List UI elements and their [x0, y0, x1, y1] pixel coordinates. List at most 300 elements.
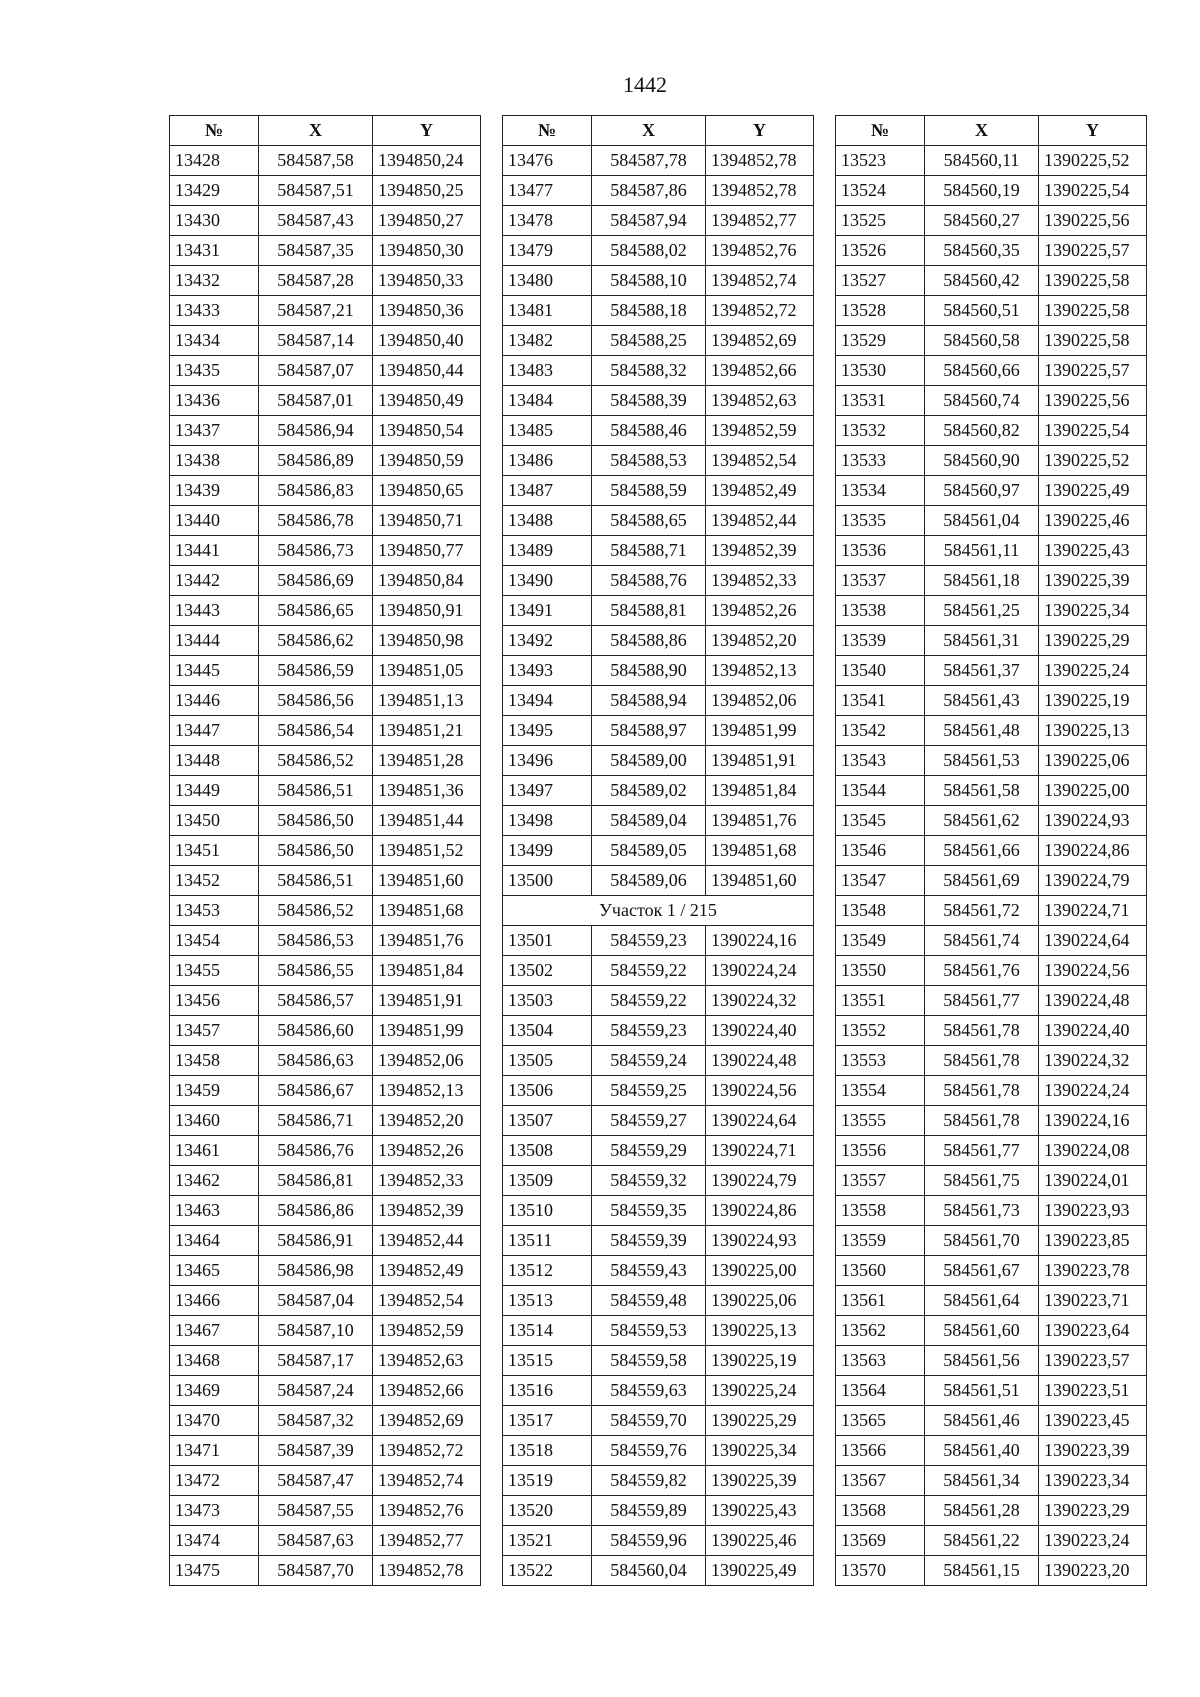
point-number-cell: 13489 [503, 536, 592, 566]
x-coordinate-cell: 584559,23 [592, 926, 706, 956]
point-number-cell: 13525 [836, 206, 925, 236]
point-number-cell: 13471 [170, 1436, 259, 1466]
table-row [170, 866, 481, 896]
x-coordinate-cell: 584561,46 [925, 1406, 1039, 1436]
header-number: № [170, 116, 259, 146]
table-row [836, 416, 1147, 446]
y-coordinate-cell: 1394850,24 [373, 146, 481, 176]
y-coordinate-cell: 1394850,77 [373, 536, 481, 566]
y-coordinate-cell: 1390223,85 [1039, 1226, 1147, 1256]
y-coordinate-cell: 1394850,54 [373, 416, 481, 446]
point-number-cell: 13547 [836, 866, 925, 896]
table-row [503, 236, 814, 266]
x-coordinate-cell: 584586,89 [259, 446, 373, 476]
y-coordinate-cell: 1394852,63 [706, 386, 814, 416]
y-coordinate-cell: 1394852,59 [373, 1316, 481, 1346]
y-coordinate-cell: 1390225,13 [706, 1316, 814, 1346]
table-row [836, 206, 1147, 236]
point-number-cell: 13499 [503, 836, 592, 866]
point-number-cell: 13531 [836, 386, 925, 416]
point-number-cell: 13450 [170, 806, 259, 836]
y-coordinate-cell: 1394850,40 [373, 326, 481, 356]
x-coordinate-cell: 584586,50 [259, 836, 373, 866]
table-row [503, 1346, 814, 1376]
table-row [170, 386, 481, 416]
header-number: № [836, 116, 925, 146]
point-number-cell: 13522 [503, 1556, 592, 1586]
x-coordinate-cell: 584588,97 [592, 716, 706, 746]
x-coordinate-cell: 584561,69 [925, 866, 1039, 896]
x-coordinate-cell: 584561,74 [925, 926, 1039, 956]
point-number-cell: 13564 [836, 1376, 925, 1406]
table-row [836, 506, 1147, 536]
point-number-cell: 13537 [836, 566, 925, 596]
x-coordinate-cell: 584561,76 [925, 956, 1039, 986]
x-coordinate-cell: 584587,01 [259, 386, 373, 416]
table-row [170, 1196, 481, 1226]
y-coordinate-cell: 1394851,60 [373, 866, 481, 896]
point-number-cell: 13444 [170, 626, 259, 656]
y-coordinate-cell: 1394852,76 [373, 1496, 481, 1526]
x-coordinate-cell: 584587,28 [259, 266, 373, 296]
x-coordinate-cell: 584561,48 [925, 716, 1039, 746]
y-coordinate-cell: 1394851,36 [373, 776, 481, 806]
point-number-cell: 13515 [503, 1346, 592, 1376]
table-row [503, 1436, 814, 1466]
y-coordinate-cell: 1390223,64 [1039, 1316, 1147, 1346]
table-row [503, 596, 814, 626]
y-coordinate-cell: 1390223,24 [1039, 1526, 1147, 1556]
x-coordinate-cell: 584561,72 [925, 896, 1039, 926]
header-number: № [503, 116, 592, 146]
point-number-cell: 13514 [503, 1316, 592, 1346]
point-number-cell: 13454 [170, 926, 259, 956]
point-number-cell: 13507 [503, 1106, 592, 1136]
point-number-cell: 13566 [836, 1436, 925, 1466]
y-coordinate-cell: 1390225,57 [1039, 356, 1147, 386]
x-coordinate-cell: 584589,06 [592, 866, 706, 896]
y-coordinate-cell: 1394851,84 [706, 776, 814, 806]
y-coordinate-cell: 1390225,24 [706, 1376, 814, 1406]
table-row [836, 1046, 1147, 1076]
y-coordinate-cell: 1390225,58 [1039, 266, 1147, 296]
y-coordinate-cell: 1394850,44 [373, 356, 481, 386]
x-coordinate-cell: 584587,70 [259, 1556, 373, 1586]
point-number-cell: 13519 [503, 1466, 592, 1496]
x-coordinate-cell: 584559,89 [592, 1496, 706, 1526]
y-coordinate-cell: 1394851,21 [373, 716, 481, 746]
point-number-cell: 13521 [503, 1526, 592, 1556]
point-number-cell: 13500 [503, 866, 592, 896]
y-coordinate-cell: 1390225,58 [1039, 296, 1147, 326]
point-number-cell: 13431 [170, 236, 259, 266]
x-coordinate-cell: 584559,53 [592, 1316, 706, 1346]
y-coordinate-cell: 1390225,19 [1039, 686, 1147, 716]
point-number-cell: 13503 [503, 986, 592, 1016]
x-coordinate-cell: 584586,52 [259, 746, 373, 776]
point-number-cell: 13448 [170, 746, 259, 776]
table-row [503, 1076, 814, 1106]
table-row [170, 956, 481, 986]
point-number-cell: 13513 [503, 1286, 592, 1316]
point-number-cell: 13541 [836, 686, 925, 716]
table-row [170, 1556, 481, 1586]
x-coordinate-cell: 584586,52 [259, 896, 373, 926]
x-coordinate-cell: 584587,86 [592, 176, 706, 206]
y-coordinate-cell: 1394850,84 [373, 566, 481, 596]
y-coordinate-cell: 1394851,91 [706, 746, 814, 776]
point-number-cell: 13553 [836, 1046, 925, 1076]
table-row [170, 1376, 481, 1406]
table-row [503, 836, 814, 866]
table-row [503, 566, 814, 596]
x-coordinate-cell: 584561,70 [925, 1226, 1039, 1256]
y-coordinate-cell: 1390223,29 [1039, 1496, 1147, 1526]
point-number-cell: 13560 [836, 1256, 925, 1286]
point-number-cell: 13527 [836, 266, 925, 296]
y-coordinate-cell: 1394851,44 [373, 806, 481, 836]
y-coordinate-cell: 1394852,06 [706, 686, 814, 716]
y-coordinate-cell: 1390225,00 [1039, 776, 1147, 806]
table-row [170, 716, 481, 746]
y-coordinate-cell: 1390224,64 [1039, 926, 1147, 956]
x-coordinate-cell: 584589,05 [592, 836, 706, 866]
point-number-cell: 13538 [836, 596, 925, 626]
y-coordinate-cell: 1390225,29 [1039, 626, 1147, 656]
x-coordinate-cell: 584560,19 [925, 176, 1039, 206]
table-header-row [836, 116, 1147, 146]
x-coordinate-cell: 584561,66 [925, 836, 1039, 866]
table-row [503, 536, 814, 566]
y-coordinate-cell: 1394852,77 [373, 1526, 481, 1556]
y-coordinate-cell: 1394850,30 [373, 236, 481, 266]
point-number-cell: 13526 [836, 236, 925, 266]
x-coordinate-cell: 584589,00 [592, 746, 706, 776]
x-coordinate-cell: 584586,67 [259, 1076, 373, 1106]
table-row [170, 656, 481, 686]
x-coordinate-cell: 584561,53 [925, 746, 1039, 776]
point-number-cell: 13545 [836, 806, 925, 836]
point-number-cell: 13459 [170, 1076, 259, 1106]
table-row [503, 1316, 814, 1346]
x-coordinate-cell: 584561,25 [925, 596, 1039, 626]
y-coordinate-cell: 1390225,34 [1039, 596, 1147, 626]
point-number-cell: 13517 [503, 1406, 592, 1436]
y-coordinate-cell: 1394850,91 [373, 596, 481, 626]
y-coordinate-cell: 1390224,08 [1039, 1136, 1147, 1166]
x-coordinate-cell: 584561,22 [925, 1526, 1039, 1556]
y-coordinate-cell: 1394852,72 [373, 1436, 481, 1466]
table-row [503, 986, 814, 1016]
y-coordinate-cell: 1390225,54 [1039, 176, 1147, 206]
point-number-cell: 13438 [170, 446, 259, 476]
table-row [836, 386, 1147, 416]
point-number-cell: 13467 [170, 1316, 259, 1346]
table-row [170, 596, 481, 626]
table-row [836, 1496, 1147, 1526]
x-coordinate-cell: 584588,39 [592, 386, 706, 416]
point-number-cell: 13540 [836, 656, 925, 686]
table-row [836, 656, 1147, 686]
table-row [836, 1076, 1147, 1106]
x-coordinate-cell: 584559,70 [592, 1406, 706, 1436]
x-coordinate-cell: 584587,35 [259, 236, 373, 266]
y-coordinate-cell: 1394850,71 [373, 506, 481, 536]
coordinates-table-2 [502, 115, 814, 1586]
point-number-cell: 13505 [503, 1046, 592, 1076]
x-coordinate-cell: 584587,14 [259, 326, 373, 356]
point-number-cell: 13532 [836, 416, 925, 446]
x-coordinate-cell: 584588,10 [592, 266, 706, 296]
table-row [503, 1526, 814, 1556]
table-row [836, 986, 1147, 1016]
x-coordinate-cell: 584589,02 [592, 776, 706, 806]
y-coordinate-cell: 1394852,72 [706, 296, 814, 326]
table-row [170, 416, 481, 446]
x-coordinate-cell: 584561,34 [925, 1466, 1039, 1496]
y-coordinate-cell: 1394852,66 [706, 356, 814, 386]
y-coordinate-cell: 1394852,26 [706, 596, 814, 626]
point-number-cell: 13430 [170, 206, 259, 236]
point-number-cell: 13428 [170, 146, 259, 176]
x-coordinate-cell: 584559,39 [592, 1226, 706, 1256]
x-coordinate-cell: 584561,64 [925, 1286, 1039, 1316]
y-coordinate-cell: 1394852,69 [373, 1406, 481, 1436]
x-coordinate-cell: 584561,60 [925, 1316, 1039, 1346]
table-row [170, 1466, 481, 1496]
x-coordinate-cell: 584587,17 [259, 1346, 373, 1376]
point-number-cell: 13497 [503, 776, 592, 806]
point-number-cell: 13445 [170, 656, 259, 686]
y-coordinate-cell: 1390224,01 [1039, 1166, 1147, 1196]
x-coordinate-cell: 584586,94 [259, 416, 373, 446]
x-coordinate-cell: 584586,76 [259, 1136, 373, 1166]
point-number-cell: 13485 [503, 416, 592, 446]
header-x: X [925, 116, 1039, 146]
point-number-cell: 13464 [170, 1226, 259, 1256]
y-coordinate-cell: 1390224,40 [706, 1016, 814, 1046]
table-row [836, 296, 1147, 326]
x-coordinate-cell: 584587,51 [259, 176, 373, 206]
point-number-cell: 13494 [503, 686, 592, 716]
table-row [503, 1376, 814, 1406]
x-coordinate-cell: 584586,54 [259, 716, 373, 746]
x-coordinate-cell: 584561,78 [925, 1076, 1039, 1106]
y-coordinate-cell: 1390225,57 [1039, 236, 1147, 266]
y-coordinate-cell: 1390225,49 [1039, 476, 1147, 506]
table-row [170, 1226, 481, 1256]
table-row [836, 746, 1147, 776]
point-number-cell: 13534 [836, 476, 925, 506]
x-coordinate-cell: 584586,69 [259, 566, 373, 596]
point-number-cell: 13567 [836, 1466, 925, 1496]
point-number-cell: 13484 [503, 386, 592, 416]
point-number-cell: 13523 [836, 146, 925, 176]
table-row [170, 1166, 481, 1196]
table-row [836, 446, 1147, 476]
y-coordinate-cell: 1390225,24 [1039, 656, 1147, 686]
y-coordinate-cell: 1394851,76 [706, 806, 814, 836]
x-coordinate-cell: 584561,78 [925, 1106, 1039, 1136]
table-row [170, 266, 481, 296]
table-row [503, 386, 814, 416]
table-row [170, 626, 481, 656]
y-coordinate-cell: 1390224,16 [1039, 1106, 1147, 1136]
table-row [503, 686, 814, 716]
y-coordinate-cell: 1390224,24 [1039, 1076, 1147, 1106]
table-row [503, 926, 814, 956]
point-number-cell: 13544 [836, 776, 925, 806]
y-coordinate-cell: 1394852,39 [373, 1196, 481, 1226]
table-row [170, 356, 481, 386]
point-number-cell: 13487 [503, 476, 592, 506]
x-coordinate-cell: 584561,75 [925, 1166, 1039, 1196]
table-row [836, 596, 1147, 626]
x-coordinate-cell: 584589,04 [592, 806, 706, 836]
x-coordinate-cell: 584588,32 [592, 356, 706, 386]
y-coordinate-cell: 1390224,48 [1039, 986, 1147, 1016]
x-coordinate-cell: 584560,90 [925, 446, 1039, 476]
point-number-cell: 13446 [170, 686, 259, 716]
table-row [170, 1046, 481, 1076]
y-coordinate-cell: 1394852,76 [706, 236, 814, 266]
y-coordinate-cell: 1394852,26 [373, 1136, 481, 1166]
x-coordinate-cell: 584588,76 [592, 566, 706, 596]
x-coordinate-cell: 584588,90 [592, 656, 706, 686]
x-coordinate-cell: 584560,42 [925, 266, 1039, 296]
y-coordinate-cell: 1394852,13 [706, 656, 814, 686]
table-row [170, 1256, 481, 1286]
section-label: Участок 1 / 215 [503, 896, 814, 926]
point-number-cell: 13457 [170, 1016, 259, 1046]
y-coordinate-cell: 1390225,43 [1039, 536, 1147, 566]
x-coordinate-cell: 584559,27 [592, 1106, 706, 1136]
point-number-cell: 13492 [503, 626, 592, 656]
y-coordinate-cell: 1390223,45 [1039, 1406, 1147, 1436]
y-coordinate-cell: 1394852,06 [373, 1046, 481, 1076]
x-coordinate-cell: 584559,58 [592, 1346, 706, 1376]
point-number-cell: 13478 [503, 206, 592, 236]
point-number-cell: 13565 [836, 1406, 925, 1436]
header-x: X [592, 116, 706, 146]
y-coordinate-cell: 1394852,20 [373, 1106, 481, 1136]
y-coordinate-cell: 1394852,44 [373, 1226, 481, 1256]
y-coordinate-cell: 1390225,43 [706, 1496, 814, 1526]
y-coordinate-cell: 1394852,13 [373, 1076, 481, 1106]
point-number-cell: 13518 [503, 1436, 592, 1466]
table-row [836, 1466, 1147, 1496]
x-coordinate-cell: 584588,02 [592, 236, 706, 266]
point-number-cell: 13473 [170, 1496, 259, 1526]
point-number-cell: 13562 [836, 1316, 925, 1346]
x-coordinate-cell: 584587,39 [259, 1436, 373, 1466]
x-coordinate-cell: 584587,58 [259, 146, 373, 176]
header-y: Y [706, 116, 814, 146]
point-number-cell: 13561 [836, 1286, 925, 1316]
y-coordinate-cell: 1394852,74 [373, 1466, 481, 1496]
table-row [170, 926, 481, 956]
point-number-cell: 13516 [503, 1376, 592, 1406]
x-coordinate-cell: 584559,96 [592, 1526, 706, 1556]
point-number-cell: 13486 [503, 446, 592, 476]
table-row [170, 176, 481, 206]
x-coordinate-cell: 584561,67 [925, 1256, 1039, 1286]
y-coordinate-cell: 1390224,79 [1039, 866, 1147, 896]
y-coordinate-cell: 1390225,49 [706, 1556, 814, 1586]
table-row [836, 1376, 1147, 1406]
point-number-cell: 13501 [503, 926, 592, 956]
point-number-cell: 13429 [170, 176, 259, 206]
y-coordinate-cell: 1394852,77 [706, 206, 814, 236]
y-coordinate-cell: 1390223,34 [1039, 1466, 1147, 1496]
x-coordinate-cell: 584588,53 [592, 446, 706, 476]
point-number-cell: 13524 [836, 176, 925, 206]
y-coordinate-cell: 1394852,49 [373, 1256, 481, 1286]
x-coordinate-cell: 584559,22 [592, 986, 706, 1016]
y-coordinate-cell: 1394851,99 [706, 716, 814, 746]
point-number-cell: 13451 [170, 836, 259, 866]
x-coordinate-cell: 584587,78 [592, 146, 706, 176]
x-coordinate-cell: 584561,78 [925, 1016, 1039, 1046]
table-row [170, 1406, 481, 1436]
point-number-cell: 13498 [503, 806, 592, 836]
y-coordinate-cell: 1390225,46 [1039, 506, 1147, 536]
y-coordinate-cell: 1390225,39 [706, 1466, 814, 1496]
y-coordinate-cell: 1390223,78 [1039, 1256, 1147, 1286]
x-coordinate-cell: 584561,40 [925, 1436, 1039, 1466]
x-coordinate-cell: 584587,10 [259, 1316, 373, 1346]
table-row [836, 1556, 1147, 1586]
table-row [170, 836, 481, 866]
y-coordinate-cell: 1390224,93 [706, 1226, 814, 1256]
point-number-cell: 13508 [503, 1136, 592, 1166]
y-coordinate-cell: 1394851,91 [373, 986, 481, 1016]
point-number-cell: 13535 [836, 506, 925, 536]
table-row [170, 476, 481, 506]
point-number-cell: 13536 [836, 536, 925, 566]
x-coordinate-cell: 584587,32 [259, 1406, 373, 1436]
y-coordinate-cell: 1390224,40 [1039, 1016, 1147, 1046]
table-row [503, 956, 814, 986]
table-row [836, 536, 1147, 566]
x-coordinate-cell: 584561,51 [925, 1376, 1039, 1406]
point-number-cell: 13479 [503, 236, 592, 266]
y-coordinate-cell: 1394852,33 [373, 1166, 481, 1196]
y-coordinate-cell: 1390224,79 [706, 1166, 814, 1196]
x-coordinate-cell: 584586,65 [259, 596, 373, 626]
y-coordinate-cell: 1394852,74 [706, 266, 814, 296]
y-coordinate-cell: 1390225,58 [1039, 326, 1147, 356]
point-number-cell: 13558 [836, 1196, 925, 1226]
point-number-cell: 13480 [503, 266, 592, 296]
y-coordinate-cell: 1390225,19 [706, 1346, 814, 1376]
table-row [503, 146, 814, 176]
point-number-cell: 13570 [836, 1556, 925, 1586]
table-row [836, 866, 1147, 896]
x-coordinate-cell: 584561,43 [925, 686, 1039, 716]
point-number-cell: 13470 [170, 1406, 259, 1436]
point-number-cell: 13447 [170, 716, 259, 746]
table-row [836, 146, 1147, 176]
table-row [170, 1346, 481, 1376]
table-row [170, 1286, 481, 1316]
y-coordinate-cell: 1390223,51 [1039, 1376, 1147, 1406]
x-coordinate-cell: 584561,28 [925, 1496, 1039, 1526]
point-number-cell: 13496 [503, 746, 592, 776]
y-coordinate-cell: 1390224,64 [706, 1106, 814, 1136]
point-number-cell: 13477 [503, 176, 592, 206]
point-number-cell: 13435 [170, 356, 259, 386]
